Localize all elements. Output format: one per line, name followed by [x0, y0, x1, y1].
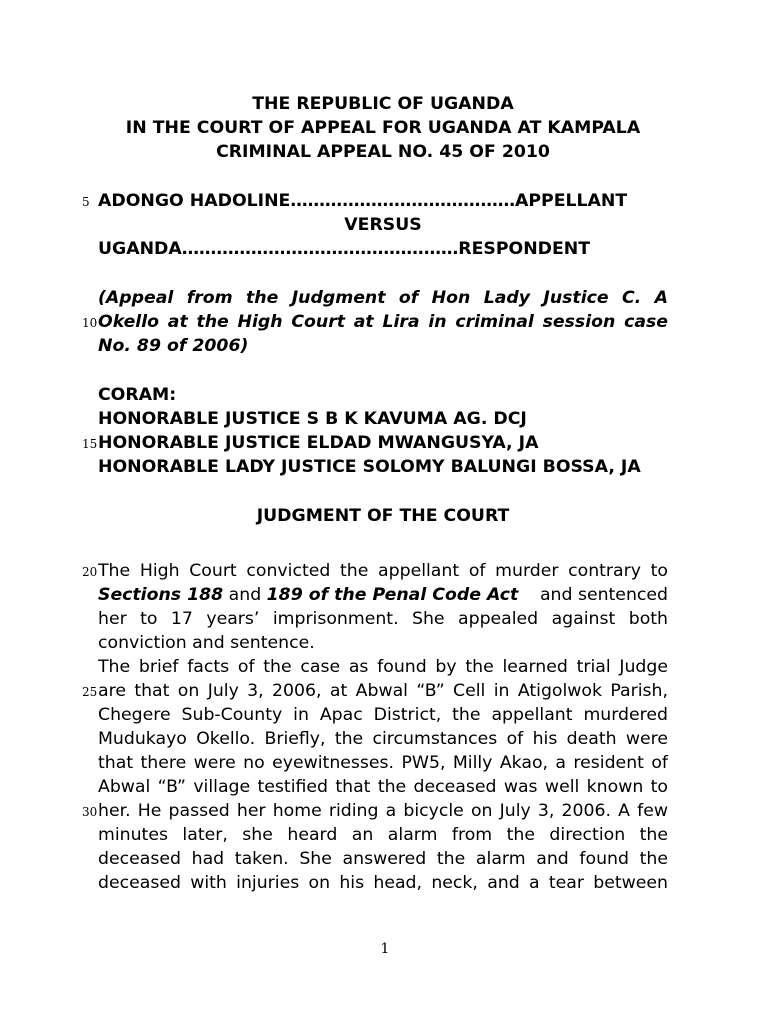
- versus-line: VERSUS: [344, 215, 422, 235]
- appeal-note-line: (Appeal from the Judgment of Hon Lady Justice C. A: [98, 288, 668, 308]
- body-text: and: [223, 585, 267, 605]
- line-number: 15: [82, 437, 98, 451]
- respondent-line: UGANDA…………………………………………RESPONDENT: [98, 239, 591, 259]
- line-number: 10: [82, 316, 98, 330]
- body-line-with-citation: [98, 583, 668, 607]
- court-header-republic: THE REPUBLIC OF UGANDA: [252, 94, 514, 114]
- line-number: 25: [82, 685, 98, 699]
- page-number: 1: [380, 941, 390, 957]
- court-header-court: IN THE COURT OF APPEAL FOR UGANDA AT KAMPALA: [125, 118, 641, 138]
- body-line: minutes later, she heard an alarm from the direction the: [98, 825, 668, 845]
- coram-judge: HONORABLE JUSTICE S B K KAVUMA AG. DCJ: [98, 409, 527, 429]
- court-header-case-number: CRIMINAL APPEAL NO. 45 OF 2010: [216, 142, 550, 162]
- citation-act: 189 of the Penal Code Act: [266, 585, 519, 605]
- body-line: are that on July 3, 2006, at Abwal “B” Cell in Atigolwok Parish,: [98, 681, 668, 701]
- body-line: her. He passed her home riding a bicycle on July 3, 2006. A few: [98, 801, 668, 821]
- line-number: 20: [82, 565, 98, 579]
- body-line: deceased with injuries on his head, neck, and a tear between: [98, 873, 668, 893]
- body-line: deceased had taken. She answered the alarm and found the: [98, 849, 668, 869]
- line-number: 5: [82, 195, 90, 209]
- body-line: The brief facts of the case as found by the learned trial Judge: [98, 657, 668, 677]
- body-text: and sentenced: [539, 585, 668, 605]
- body-line: Abwal “B” village testified that the deceased was well known to: [98, 777, 668, 797]
- body-line: Mudukayo Okello. Briefly, the circumstances of his death were: [98, 729, 668, 749]
- body-line: Chegere Sub-County in Apac District, the appellant murdered: [98, 705, 668, 725]
- appellant-line: ADONGO HADOLINE…………………………………APPELLANT: [98, 191, 628, 211]
- appeal-note-line: No. 89 of 2006): [98, 336, 249, 356]
- line-number: 30: [82, 805, 98, 819]
- body-line: The High Court convicted the appellant of murder contrary to: [98, 561, 668, 581]
- body-line: that there were no eyewitnesses. PW5, Milly Akao, a resident of: [98, 753, 668, 773]
- coram-judge: HONORABLE LADY JUSTICE SOLOMY BALUNGI BOSSA, JA: [98, 457, 641, 477]
- citation-sections: Sections 188: [98, 585, 224, 605]
- judgment-title: JUDGMENT OF THE COURT: [256, 506, 510, 526]
- coram-judge: HONORABLE JUSTICE ELDAD MWANGUSYA, JA: [98, 433, 539, 453]
- body-line: conviction and sentence.: [98, 633, 315, 653]
- appeal-note-line: Okello at the High Court at Lira in criminal session case: [98, 312, 668, 332]
- coram-label: CORAM:: [98, 385, 177, 405]
- body-line: her to 17 years’ imprisonment. She appealed against both: [98, 609, 668, 629]
